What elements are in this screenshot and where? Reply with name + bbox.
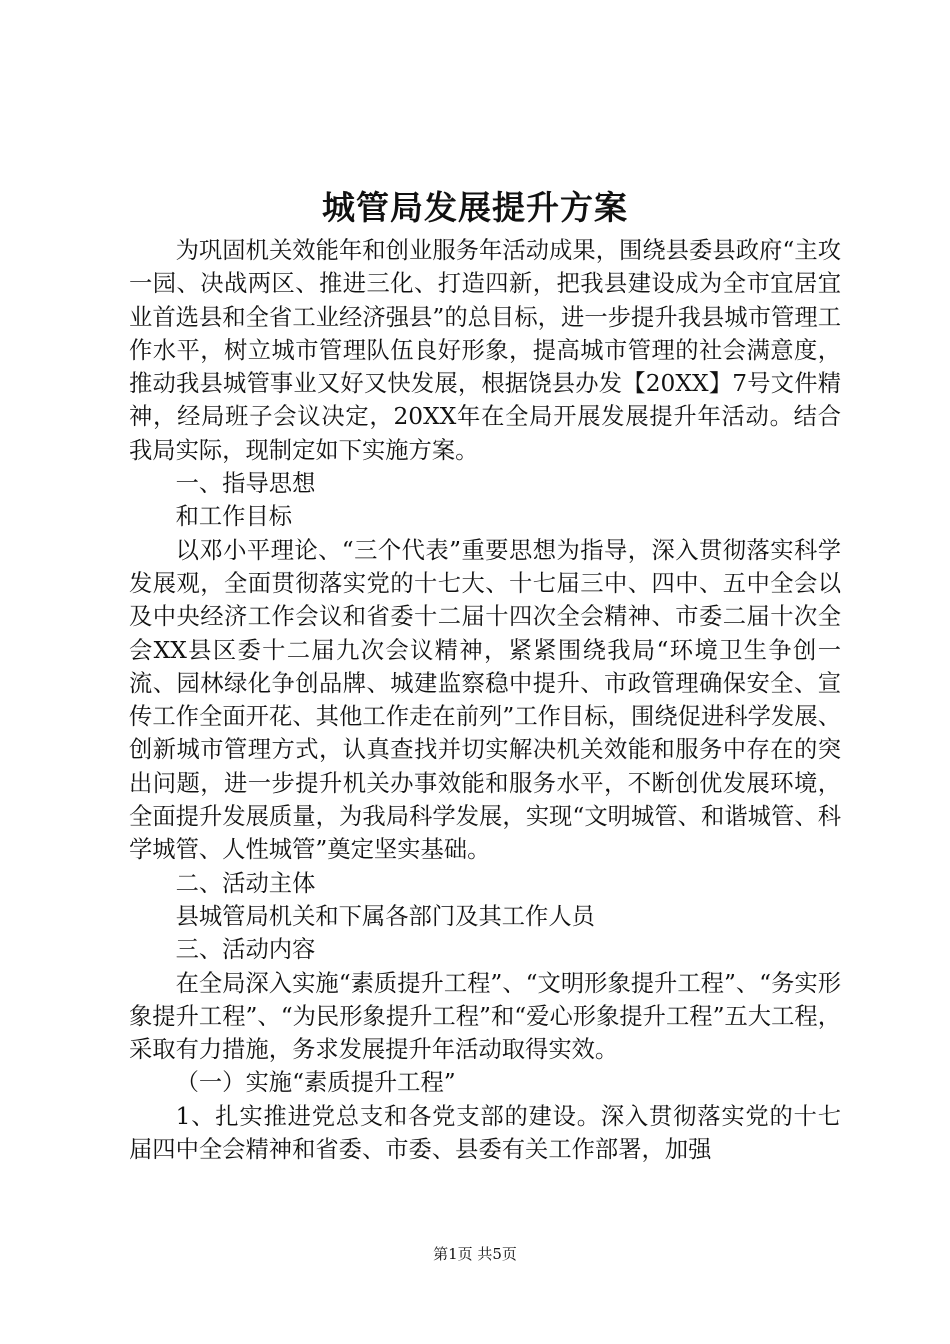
document-body bbox=[129, 234, 841, 1166]
section-heading-activity-content: 三、活动内容 bbox=[175, 936, 316, 964]
document-title: 城管局发展提升方案 bbox=[322, 188, 628, 227]
section-heading-guiding-thought: 一、指导思想 bbox=[175, 470, 316, 498]
activity-content-paragraph: 在全局深入实施“素质提升工程”、“文明形象提升工程”、“务实形象提升工程”、“为民形象提升工程”和“爱心形象提升工程”五大工程，采取有力措施，务求发展提升年活动取得实效。 bbox=[129, 969, 841, 1064]
activity-subject-paragraph: 县城管局机关和下属各部门及其工作人员 bbox=[175, 902, 595, 930]
item-paragraph-1: 1、扎实推进党总支和各党支部的建设。深入贯彻落实党的十七届四中全会精神和省委、市委、县委有关工作部署，加强 bbox=[129, 1102, 841, 1164]
guiding-thought-paragraph: 以邓小平理论、“三个代表”重要思想为指导，深入贯彻落实科学发展观，全面贯彻落实党的十七大、十七届三中、四中、五中全会以及中央经济工作会议和省委十二届十四次全会精神、市委二届十次全会XX县区委十二届九次会议精神，紧紧围绕我局“环境卫生争创一流、园林绿化争创品牌、城建监察稳中提升、市政管理确保安全、宣传工作全面开花、其他工作走在前列”工作目标，围绕促进科学发展、创新城市管理方式，认真查找并切实解决机关效能和服务中存在的突出问题，进一步提升机关办事效能和服务水平，不断创优发展环境，全面提升发展质量，为我局科学发展，实现“文明城管、和谐城管、科学城管、人性城管”奠定坚实基础。 bbox=[129, 536, 841, 864]
section-heading-work-goals: 和工作目标 bbox=[175, 503, 293, 531]
section-heading-activity-subject: 二、活动主体 bbox=[175, 869, 316, 897]
intro-paragraph: 为巩固机关效能年和创业服务年活动成果，围绕县委县政府“主攻一园、决战两区、推进三化、打造四新，把我县建设成为全市宜居宜业首选县和全省工业经济强县”的总目标，进一步提升我县城市管理工作水平，树立城市管理队伍良好形象，提高城市管理的社会满意度，推动我县城管事业又好又快发展，根据饶县办发【20XX】7号文件精神，经局班子会议决定，20XX年在全局开展发展提升年活动。结合我局实际，现制定如下实施方案。 bbox=[129, 237, 841, 464]
page-number-footer: 第1页 共5页 bbox=[433, 1245, 517, 1263]
subsection-heading-quality: （一）实施“素质提升工程” bbox=[175, 1069, 456, 1097]
